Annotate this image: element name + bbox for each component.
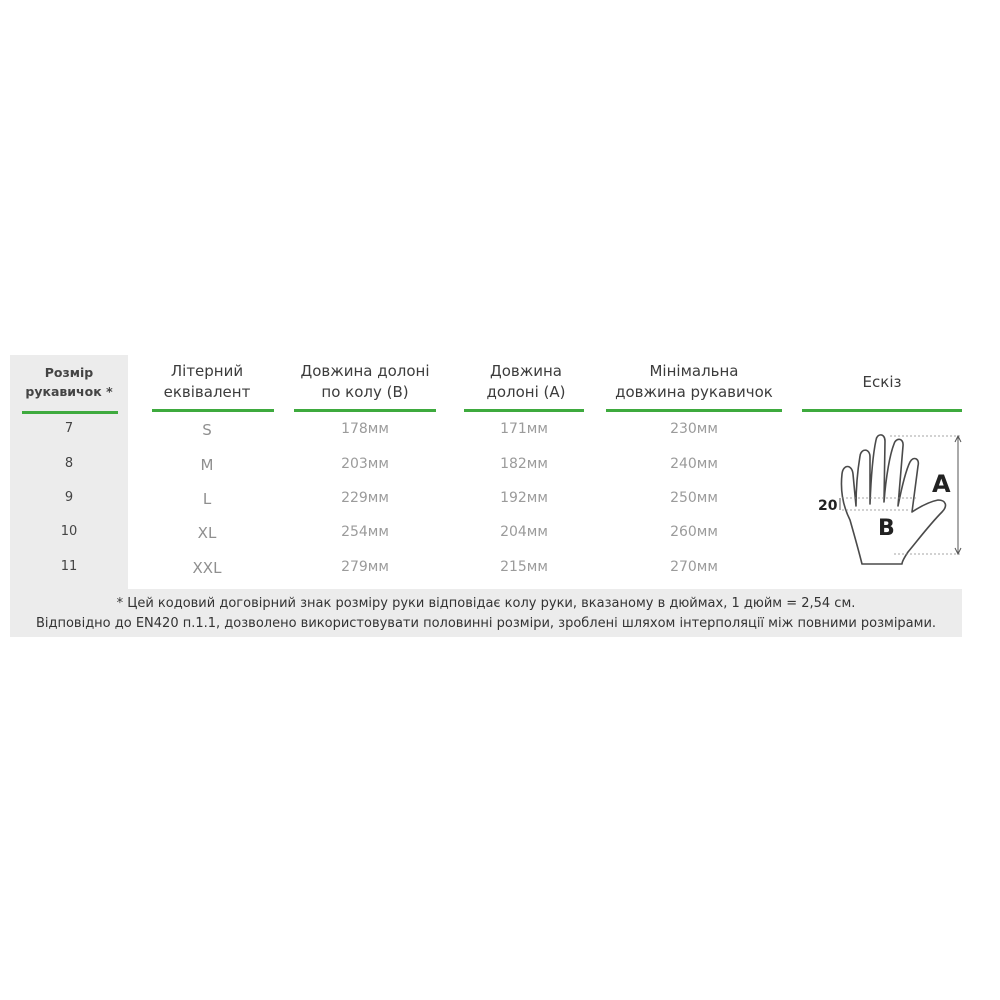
circumference-cell: 229мм [341, 490, 389, 506]
label-b: B [878, 516, 895, 541]
header-circumference: Довжина долоні по колу (B) [300, 362, 430, 401]
circumference-cell: 203мм [341, 456, 389, 472]
header-min-length: Мінімальна довжина рукавичок [615, 362, 773, 401]
letter-cell: XXL [192, 559, 222, 577]
footnote-en420: Відповідно до EN420 п.1.1, дозволено використовувати половинні розміри, зроблені шляхом інтерполяції між повними розмірами. [35, 616, 937, 631]
footnote-area [10, 589, 962, 637]
size-cell: 7 [64, 421, 74, 436]
letter-cell: M [200, 456, 214, 474]
palm-length-cell: 182мм [500, 456, 548, 472]
header-size-underline [22, 411, 118, 414]
circumference-cell: 254мм [341, 524, 389, 540]
circumference-cell: 178мм [341, 421, 389, 437]
size-cell: 10 [60, 524, 78, 539]
min-length-cell: 230мм [670, 421, 718, 437]
size-cell: 9 [64, 490, 74, 505]
header-palm-length-underline [464, 409, 584, 412]
palm-length-cell: 171мм [500, 421, 548, 437]
header-sketch-underline [802, 409, 962, 412]
header-palm-length: Довжина долоні (A) [486, 362, 566, 401]
hand-outline [841, 435, 945, 564]
letter-cell: XL [197, 524, 217, 542]
palm-length-cell: 215мм [500, 559, 548, 575]
letter-cell: S [202, 421, 212, 439]
header-letter: Літерний еквівалент [163, 362, 251, 401]
header-circumference-underline [294, 409, 436, 412]
min-length-cell: 260мм [670, 524, 718, 540]
palm-length-cell: 192мм [500, 490, 548, 506]
min-length-cell: 250мм [670, 490, 718, 506]
header-size: Розмір рукавичок * [25, 365, 113, 399]
header-sketch: Ескіз [862, 373, 902, 391]
label-a: A [932, 470, 951, 498]
min-length-cell: 240мм [670, 456, 718, 472]
circumference-cell: 279мм [341, 559, 389, 575]
size-cell: 11 [60, 559, 78, 574]
size-cell: 8 [64, 456, 74, 471]
min-length-cell: 270мм [670, 559, 718, 575]
footnote-size-code: * Цей кодовий договірний знак розміру руки відповідає колу руки, вказаному в дюймах, 1 дюйм = 2,54 см. [116, 596, 856, 611]
header-min-length-underline [606, 409, 782, 412]
letter-cell: L [202, 490, 212, 508]
header-letter-underline [152, 409, 274, 412]
palm-length-cell: 204мм [500, 524, 548, 540]
label-offset: 20 [818, 498, 838, 514]
size-table [10, 355, 962, 637]
hand-sketch [810, 430, 970, 570]
